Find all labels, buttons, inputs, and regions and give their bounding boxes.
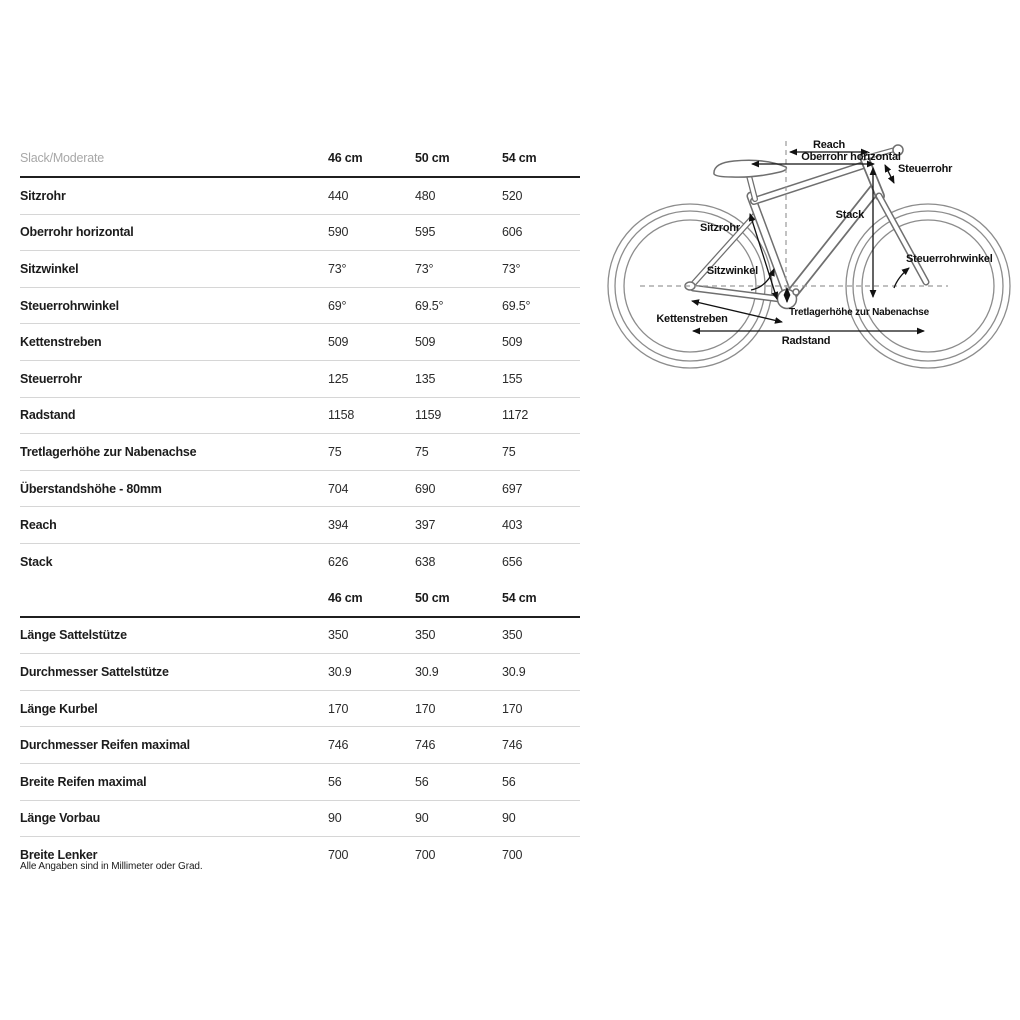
row-value-54: 155 (502, 371, 523, 386)
row-value-50: 69.5° (415, 298, 444, 313)
row-value-46: 700 (328, 847, 349, 862)
row-label: Durchmesser Reifen maximal (20, 738, 190, 753)
row-label: Kettenstreben (20, 335, 102, 350)
geometry-rows (20, 178, 580, 580)
size-column-46: 46 cm (328, 151, 363, 165)
table-row (20, 544, 580, 580)
table-row (20, 618, 580, 655)
row-label: Reach (20, 518, 57, 533)
sitzrohr-label: Sitzrohr (700, 222, 740, 234)
row-value-46: 350 (328, 628, 349, 643)
row-value-54: 403 (502, 518, 523, 533)
row-value-46: 75 (328, 444, 342, 459)
geometry-table (20, 140, 580, 580)
steuerrohr-arrow (885, 165, 894, 183)
motor-bolt (793, 289, 799, 295)
row-value-54: 509 (502, 335, 523, 350)
steuerrohrwinkel-arc (894, 268, 909, 288)
size-column-50: 50 cm (415, 151, 450, 165)
table-row (20, 398, 580, 435)
row-value-50: 746 (415, 738, 436, 753)
row-value-46: 56 (328, 774, 342, 789)
row-label: Sitzrohr (20, 188, 66, 203)
row-value-54: 170 (502, 701, 523, 716)
row-label: Überstandshöhe - 80mm (20, 481, 162, 496)
row-value-46: 704 (328, 481, 349, 496)
row-value-46: 73° (328, 261, 347, 276)
oberrohr-horizontal-label: Oberrohr horizontal (801, 151, 901, 163)
table-row (20, 691, 580, 728)
geometry-table-header (20, 140, 580, 178)
table-row (20, 727, 580, 764)
row-label: Steuerrohrwinkel (20, 298, 119, 313)
row-value-50: 700 (415, 847, 436, 862)
row-value-54: 75 (502, 444, 516, 459)
table-row (20, 324, 580, 361)
kettenstreben-label: Kettenstreben (656, 313, 728, 325)
row-value-50: 75 (415, 444, 429, 459)
row-value-46: 394 (328, 518, 349, 533)
row-value-50: 90 (415, 811, 429, 826)
row-value-54: 69.5° (502, 298, 531, 313)
row-value-54: 56 (502, 774, 516, 789)
table-row (20, 507, 580, 544)
row-label: Oberrohr horizontal (20, 225, 134, 240)
bike-geometry-diagram (600, 128, 1020, 378)
size-column-54: 54 cm (502, 151, 537, 165)
row-value-54: 350 (502, 628, 523, 643)
row-label: Stack (20, 554, 53, 569)
steuerrohr-label: Steuerrohr (898, 163, 953, 175)
row-label: Länge Sattelstütze (20, 628, 127, 643)
row-value-54: 697 (502, 481, 523, 496)
row-value-46: 1158 (328, 408, 355, 423)
row-value-46: 30.9 (328, 664, 352, 679)
row-value-46: 90 (328, 811, 342, 826)
row-value-50: 397 (415, 518, 436, 533)
sitzwinkel-label: Sitzwinkel (706, 265, 758, 277)
table-row (20, 801, 580, 838)
row-value-50: 1159 (415, 408, 442, 423)
row-value-46: 509 (328, 335, 349, 350)
reach-label: Reach (812, 139, 846, 151)
row-value-50: 690 (415, 481, 436, 496)
row-value-50: 509 (415, 335, 436, 350)
row-value-46: 626 (328, 554, 349, 569)
row-value-50: 595 (415, 225, 436, 240)
row-value-50: 638 (415, 554, 436, 569)
spec-tables (20, 140, 580, 873)
row-value-54: 1172 (502, 408, 529, 423)
row-value-50: 350 (415, 628, 436, 643)
row-value-50: 170 (415, 701, 436, 716)
row-value-46: 125 (328, 371, 349, 386)
radstand-label: Radstand (781, 335, 831, 347)
row-label: Radstand (20, 408, 76, 423)
steuerrohrwinkel-label: Steuerrohrwinkel (906, 253, 993, 265)
units-footnote: Alle Angaben sind in Millimeter oder Grad. (20, 861, 203, 872)
row-label: Breite Lenker (20, 847, 98, 862)
row-value-54: 700 (502, 847, 523, 862)
table-row (20, 361, 580, 398)
row-value-46: 590 (328, 225, 349, 240)
table-row (20, 434, 580, 471)
row-label: Sitzwinkel (20, 261, 79, 276)
components-rows (20, 618, 580, 873)
saddle (714, 160, 786, 177)
row-value-54: 30.9 (502, 664, 526, 679)
row-value-46: 170 (328, 701, 349, 716)
stack-label: Stack (835, 209, 864, 221)
table-row (20, 654, 580, 691)
table-row (20, 288, 580, 325)
row-value-54: 746 (502, 738, 523, 753)
table-row (20, 251, 580, 288)
tretlagerhoehe-label: Tretlagerhöhe zur Nabenachse (789, 307, 930, 318)
row-label: Steuerrohr (20, 371, 82, 386)
row-value-50: 480 (415, 188, 436, 203)
row-value-50: 56 (415, 774, 429, 789)
components-table (20, 580, 580, 873)
row-value-50: 135 (415, 371, 436, 386)
row-label: Tretlagerhöhe zur Nabenachse (20, 444, 197, 459)
row-value-50: 73° (415, 261, 434, 276)
components-table-header (20, 580, 580, 618)
row-value-46: 69° (328, 298, 347, 313)
size-column-50: 50 cm (415, 590, 450, 605)
row-value-54: 73° (502, 261, 521, 276)
row-value-46: 440 (328, 188, 349, 203)
frame-type-label: Slack/Moderate (20, 151, 105, 165)
row-value-54: 520 (502, 188, 523, 203)
size-column-54: 54 cm (502, 590, 537, 605)
row-value-50: 30.9 (415, 664, 439, 679)
row-label: Länge Vorbau (20, 811, 101, 826)
row-label: Breite Reifen maximal (20, 774, 147, 789)
row-label: Durchmesser Sattelstütze (20, 664, 169, 679)
row-value-54: 656 (502, 554, 523, 569)
table-row (20, 471, 580, 508)
row-value-54: 90 (502, 811, 516, 826)
row-label: Länge Kurbel (20, 701, 98, 716)
row-value-54: 606 (502, 225, 523, 240)
table-row (20, 178, 580, 215)
row-value-46: 746 (328, 738, 349, 753)
size-column-46: 46 cm (328, 590, 363, 605)
table-row (20, 215, 580, 252)
table-row (20, 764, 580, 801)
